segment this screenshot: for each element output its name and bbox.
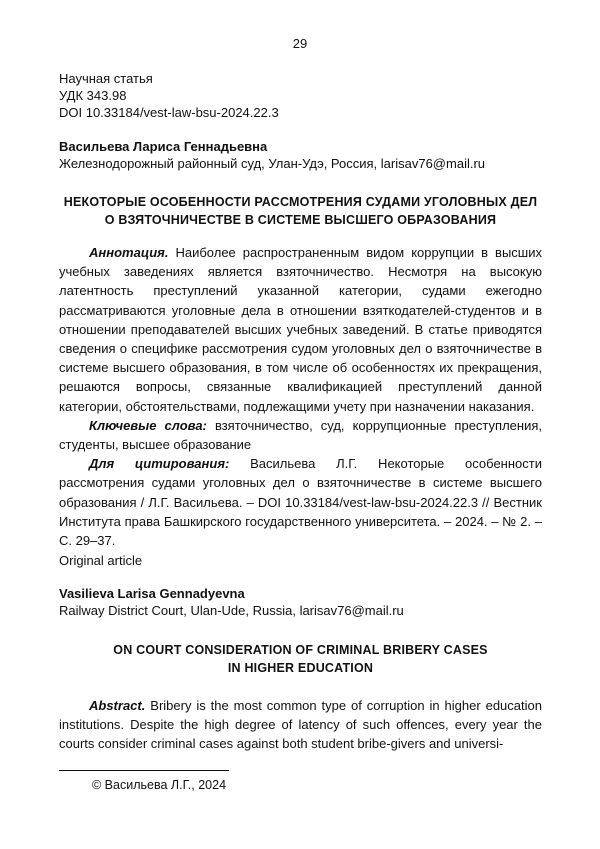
abstract-en (59, 696, 542, 754)
doi: DOI 10.33184/vest-law-bsu-2024.22.3 (59, 105, 279, 120)
author-block-en (59, 585, 542, 619)
abstract-text-en: Bribery is the most common type of corruption in higher education institutions. Despite the high degree of latency of such offences, every year the courts consider criminal cases against both student bribe-givers and universi- (59, 698, 542, 752)
article-title-ru (59, 193, 542, 229)
author-affiliation-en: Railway District Court, Ulan-Ude, Russia, larisav76@mail.ru (59, 603, 404, 618)
title-line-en: ON COURT CONSIDERATION OF CRIMINAL BRIBERY CASES (113, 643, 488, 657)
title-line: О ВЗЯТОЧНИЧЕСТВЕ В СИСТЕМЕ ВЫСШЕГО ОБРАЗОВАНИЯ (104, 213, 497, 227)
page-number: 29 (292, 36, 308, 51)
abstract-label: Аннотация. (89, 245, 169, 260)
abstract-paragraph (59, 243, 542, 416)
footnote-divider (59, 770, 229, 771)
citation-label: Для цитирования: (89, 456, 230, 472)
article-title-en (59, 641, 542, 677)
article-meta-ru (59, 70, 542, 121)
citation-paragraph (59, 454, 542, 550)
article-type: Научная статья (59, 71, 153, 86)
copyright-footnote: © Васильева Л.Г., 2024 (92, 778, 227, 792)
author-affiliation: Железнодорожный районный суд, Улан-Удэ, Россия, larisav76@mail.ru (59, 156, 486, 171)
article-type-en: Original article (59, 553, 143, 568)
abstract-text: Наиболее распространенным видом коррупции в высших учебных заведениях является взяточничество. Несмотря на высокую латентность преступлений указанной категории, судами ежегодно рассматриваются уголовные дела в отношении взяткодателей-студентов и в отношении преподавателей высших учебных заведений. В статье приводятся сведения о специфике рассмотрения судом уголовных дел о взяточничестве в системе высшего образования, в том числе об особенностях их прекращения, решаются вопросы, связанные квалификацией преступлений данной категории, обстоятельствами, подлежащими учету при назначении наказания. (59, 245, 542, 414)
keywords-text: взяточничество, суд, коррупционные преступления, студенты, высшее образование (59, 417, 542, 453)
abstract-label-en: Abstract. (89, 698, 146, 713)
title-line: НЕКОТОРЫЕ ОСОБЕННОСТИ РАССМОТРЕНИЯ СУДАМИ УГОЛОВНЫХ ДЕЛ (63, 195, 538, 209)
keywords-paragraph (59, 416, 542, 454)
title-line-en: IN HIGHER EDUCATION (227, 661, 374, 675)
author-name: Васильева Лариса Геннадьевна (59, 139, 268, 154)
author-block-ru (59, 138, 542, 172)
author-name-en: Vasilieva Larisa Gennadyevna (59, 586, 245, 601)
abstract-ru (59, 243, 542, 550)
citation-text: Васильева Л.Г. Некоторые особенности рассмотрения судами уголовных дел о взяточничестве в системе высшего образования / Л.Г. Васильева. – DOI 10.33184/vest-law-bsu-2024.22.3 // Вестник Института права Башкирского государственного университета. – 2024. – № 2. – С. 29–37. (59, 456, 542, 549)
abstract-paragraph-en (59, 696, 542, 754)
keywords-label: Ключевые слова: (89, 417, 207, 433)
udc-code: УДК 343.98 (59, 88, 127, 103)
